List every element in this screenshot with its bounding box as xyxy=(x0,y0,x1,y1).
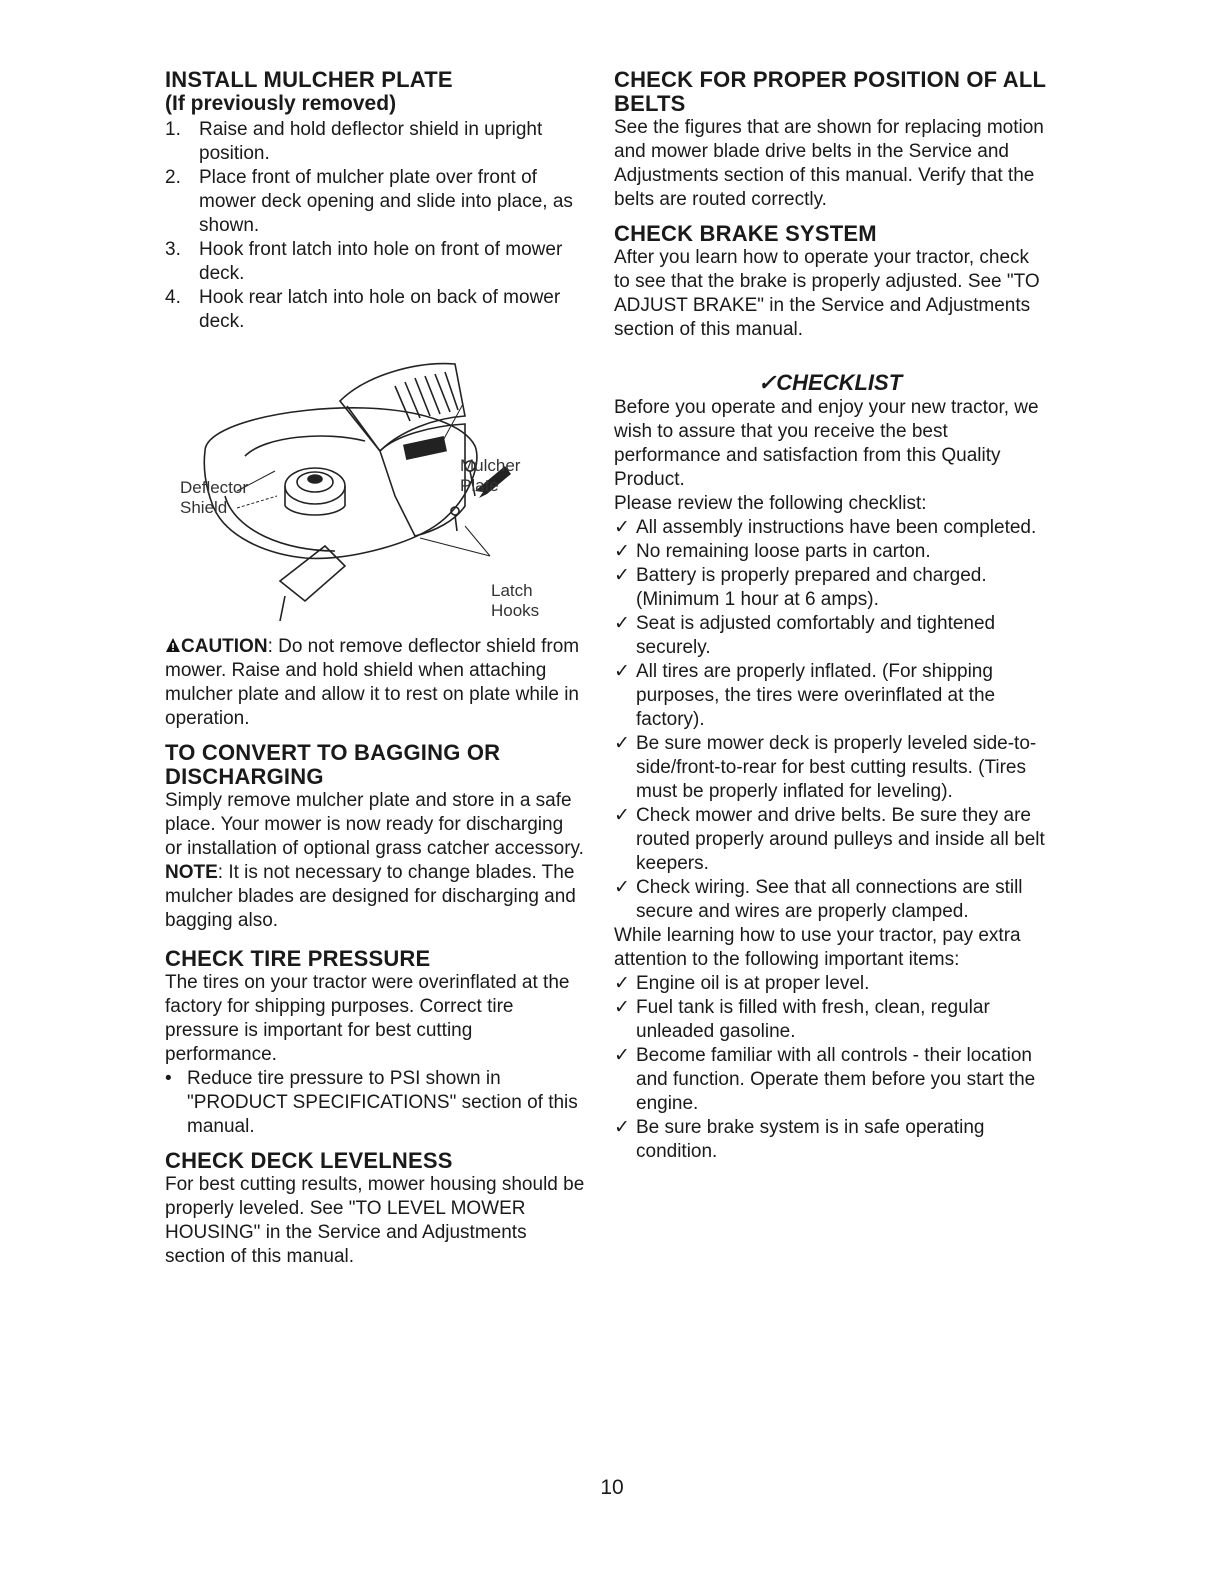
checklist-item: ✓ Be sure brake system is in safe operating condition. xyxy=(614,1117,985,1162)
mulcher-plate-figure xyxy=(165,346,585,621)
checklist-item: ✓ Engine oil is at proper level. xyxy=(614,973,870,994)
install-mulcher-title: INSTALL MULCHER PLATE xyxy=(165,67,453,92)
tire-pressure-bullet: • Reduce tire pressure to PSI shown in "PRODUCT SPECIFICATIONS" section of this manual. xyxy=(165,1068,578,1137)
tire-pressure-text: The tires on your tractor were overinflated at the factory for shipping purposes. Correct tire pressure is important for best cutting performance. xyxy=(165,972,570,1065)
checklist-while-text: While learning how to use your tractor, pay extra attention to the following important items: xyxy=(614,925,1021,970)
note-text: : It is not necessary to change blades. The mulcher blades are designed for discharging and bagging also. xyxy=(165,862,576,931)
checklist-item: ✓ Be sure mower deck is properly leveled side-to-side/front-to-rear for best cutting results. (Tires must be properly inflated for leveling). xyxy=(614,733,1037,802)
checklist-item: ✓ All tires are properly inflated. (For shipping purposes, the tires were overinflated at the factory). xyxy=(614,661,996,730)
deflector-label-line2: Shield xyxy=(180,498,228,517)
belts-text: See the figures that are shown for replacing motion and mower blade drive belts in the Service and Adjustments section of this manual. Verify that the belts are routed correctly. xyxy=(614,117,1044,210)
checklist-item: ✓ Seat is adjusted comfortably and tightened securely. xyxy=(614,613,996,658)
checklist-intro: Before you operate and enjoy your new tractor, we wish to assure that you receive the best performance and satisfaction from this Quality Product. xyxy=(614,397,1039,490)
checklist-item: ✓ Check mower and drive belts. Be sure they are routed properly around pulleys and inside all belt keepers. xyxy=(614,805,1045,874)
mulcher-label-line1: Mulcher xyxy=(460,456,521,475)
latch-label-line2: Hooks xyxy=(491,601,540,620)
mulcher-label-line2: Plate xyxy=(460,476,499,495)
checkmark-icon: ✓ xyxy=(614,997,630,1018)
deflector-label-line1: Deflector xyxy=(180,478,249,497)
install-step: 3. Hook front latch into hole on front of mower deck. xyxy=(165,239,563,284)
checkmark-icon: ✓ xyxy=(614,1117,630,1138)
checkmark-icon: ✓ xyxy=(614,973,630,994)
checkmark-icon: ✓ xyxy=(614,877,630,898)
tire-pressure-title: CHECK TIRE PRESSURE xyxy=(165,946,431,971)
install-mulcher-subtitle: (If previously removed) xyxy=(165,92,397,115)
convert-title: TO CONVERT TO BAGGING OR DISCHARGING xyxy=(165,740,501,789)
checklist-title: ✓CHECKLIST xyxy=(757,370,903,395)
checkmark-icon: ✓ xyxy=(614,613,630,634)
brake-text: After you learn how to operate your tractor, check to see that the brake is properly adjusted. See "TO ADJUST BRAKE" in the Service and Adjustments section of this manual. xyxy=(614,247,1040,340)
install-steps xyxy=(165,118,585,334)
page-number: 10 xyxy=(600,1476,624,1499)
checklist-item: ✓ Check wiring. See that all connections are still secure and wires are properly clamped. xyxy=(614,877,1023,922)
left-column xyxy=(165,68,585,1269)
deck-levelness-title: CHECK DECK LEVELNESS xyxy=(165,1148,453,1173)
checkmark-icon: ✓ xyxy=(614,565,630,586)
belts-title: CHECK FOR PROPER POSITION OF ALL BELTS xyxy=(614,67,1046,116)
right-column xyxy=(614,68,1046,1164)
warning-triangle-icon xyxy=(165,636,181,657)
checkmark-icon: ✓ xyxy=(614,1045,630,1066)
checklist-review: Please review the following checklist: xyxy=(614,493,927,514)
caution-word: CAUTION xyxy=(181,636,268,657)
checkmark-icon: ✓ xyxy=(614,517,630,538)
checklist-item: ✓ No remaining loose parts in carton. xyxy=(614,541,931,562)
checklist-item: ✓ Fuel tank is filled with fresh, clean, regular unleaded gasoline. xyxy=(614,997,990,1042)
checklist-item: ✓ Battery is properly prepared and charged. (Minimum 1 hour at 6 amps). xyxy=(614,565,987,610)
convert-note xyxy=(165,861,585,933)
bullet-icon: • xyxy=(165,1068,172,1089)
checkmark-icon: ✓ xyxy=(614,805,630,826)
checklist-items xyxy=(614,516,1046,924)
install-step: 2. Place front of mulcher plate over front of mower deck opening and slide into place, as shown. xyxy=(165,167,573,236)
brake-title: CHECK BRAKE SYSTEM xyxy=(614,221,877,246)
checklist-item: ✓ Become familiar with all controls - their location and function. Operate them before you start the engine. xyxy=(614,1045,1036,1114)
caution-text: : Do not remove deflector shield from mower. Raise and hold shield when attaching mulcher plate and allow it to rest on plate while in operation. xyxy=(165,636,580,729)
checkmark-icon: ✓ xyxy=(614,541,630,562)
checkmark-icon: ✓ xyxy=(614,733,630,754)
latch-label-line1: Latch xyxy=(491,581,533,600)
note-word: NOTE xyxy=(165,862,218,883)
deck-levelness-text: For best cutting results, mower housing should be properly leveled. See "TO LEVEL MOWER HOUSING" in the Service and Adjustments section of this manual. xyxy=(165,1174,585,1267)
caution-paragraph xyxy=(165,635,585,731)
checklist-items-important xyxy=(614,972,1046,1164)
install-step: 4. Hook rear latch into hole on back of mower deck. xyxy=(165,287,561,332)
install-step: 1. Raise and hold deflector shield in upright position. xyxy=(165,119,543,164)
checkmark-icon: ✓ xyxy=(614,661,630,682)
convert-text: Simply remove mulcher plate and store in a safe place. Your mower is now ready for discharging or installation of optional grass catcher accessory. xyxy=(165,790,584,859)
checklist-item: ✓ All assembly instructions have been completed. xyxy=(614,517,1037,538)
